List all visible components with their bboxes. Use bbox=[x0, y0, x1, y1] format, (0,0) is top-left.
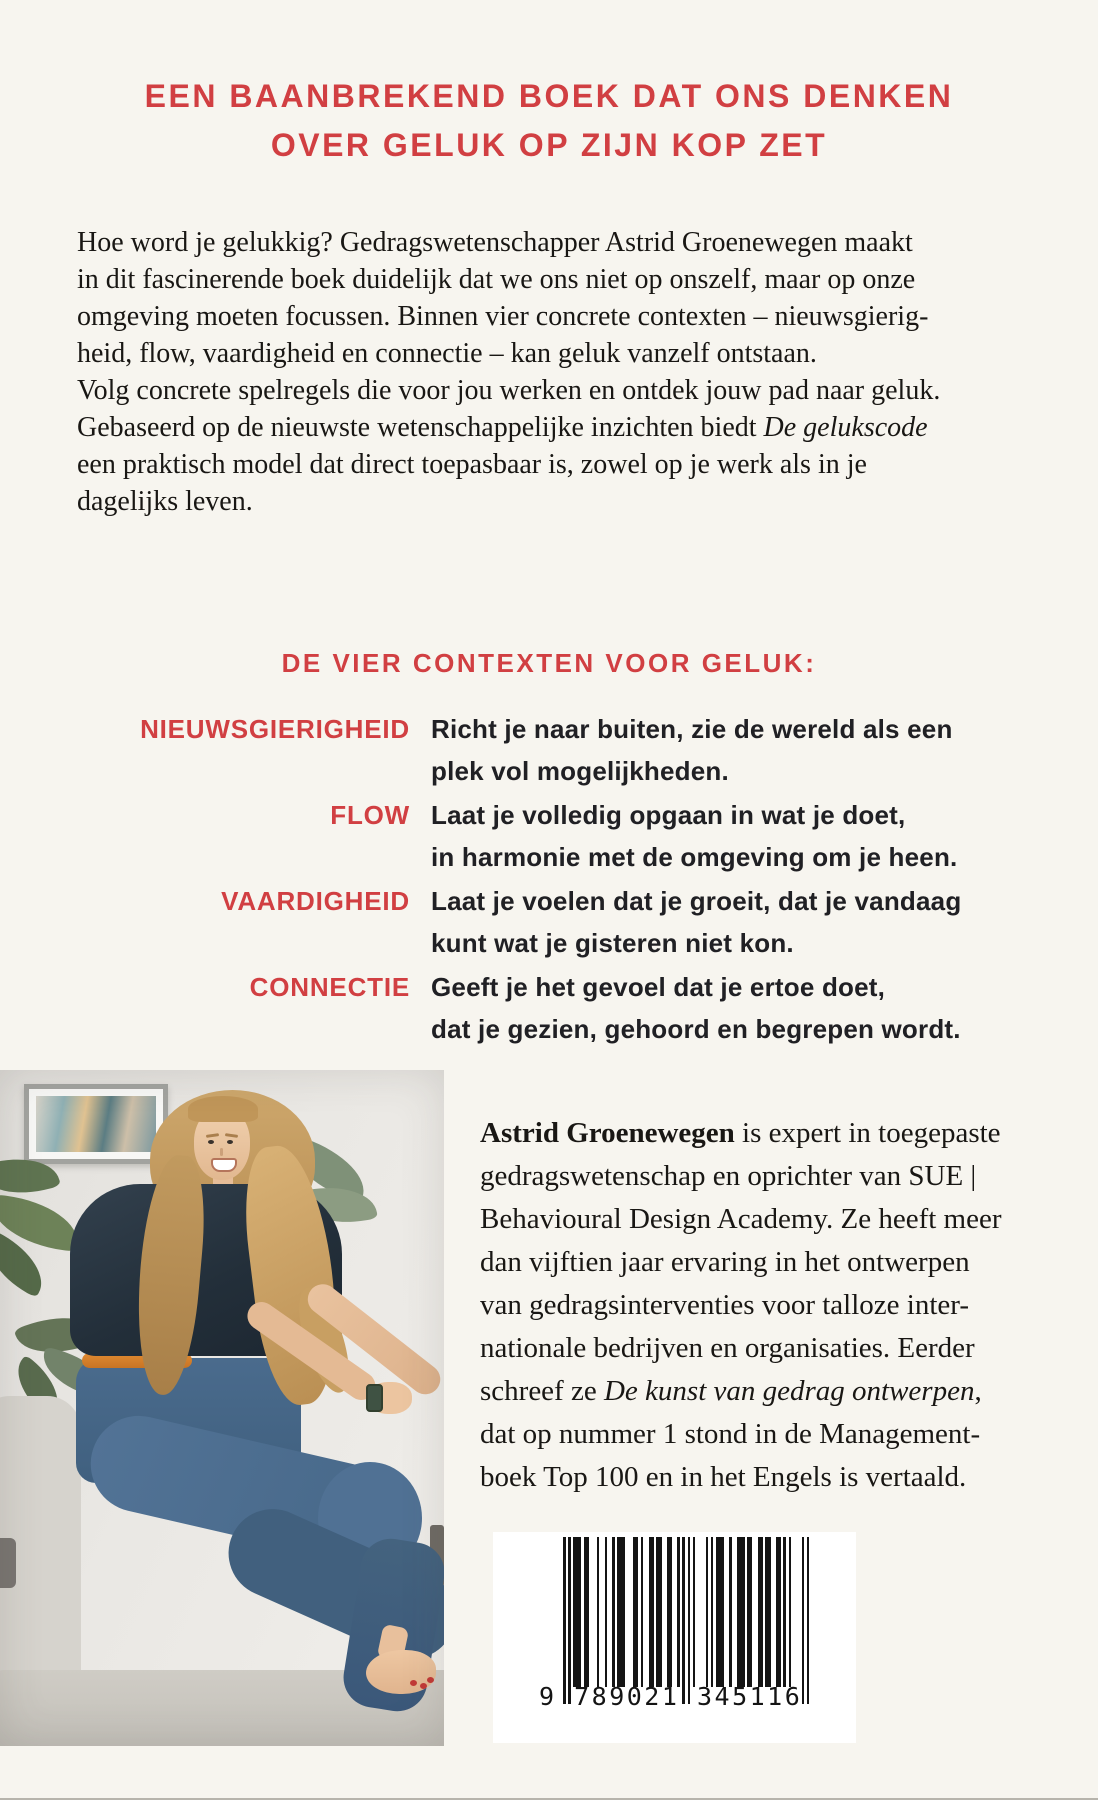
text-segment: schreef ze bbox=[480, 1375, 604, 1407]
paragraph-line: een praktisch model dat direct toepasbaar is, zowel op je werk als in je bbox=[77, 449, 867, 480]
side-object-right bbox=[430, 1525, 444, 1587]
bio-line: boek Top 100 en in het Engels is vertaald. bbox=[480, 1461, 967, 1493]
plant-leaf bbox=[280, 1135, 374, 1204]
author-foot bbox=[366, 1650, 436, 1694]
text-segment: , bbox=[974, 1375, 982, 1407]
author-forearm bbox=[242, 1297, 381, 1406]
plant-leaf bbox=[0, 1194, 83, 1252]
author-name: Astrid Groenewegen bbox=[480, 1117, 735, 1149]
author-hair-fringe bbox=[188, 1096, 258, 1122]
plant-leaf bbox=[267, 1194, 333, 1260]
context-description-line: in harmonie met de omgeving om je heen. bbox=[431, 842, 958, 872]
context-description-line: kunt wat je gisteren niet kon. bbox=[431, 928, 794, 958]
context-description-line: Richt je naar buiten, zie de wereld als een bbox=[431, 714, 953, 744]
bio-line bbox=[480, 1370, 1002, 1413]
couch-seat bbox=[0, 1670, 444, 1746]
bio-line: van gedragsinterventies voor talloze inter- bbox=[480, 1289, 970, 1321]
context-description-line: dat je gezien, gehoord en begrepen wordt. bbox=[431, 1014, 961, 1044]
context-label: NIEUWSGIERIGHEID bbox=[140, 714, 410, 744]
author-shirt bbox=[70, 1184, 342, 1356]
paragraph-line bbox=[77, 409, 940, 446]
bio-line bbox=[480, 1112, 1002, 1155]
author-neck bbox=[213, 1174, 233, 1194]
context-description bbox=[431, 794, 1021, 878]
paragraph-line: omgeving moeten focussen. Binnen vier concrete contexten – nieuwsgierig- bbox=[77, 301, 929, 332]
context-label: VAARDIGHEID bbox=[221, 886, 410, 916]
author-jeans-leg bbox=[339, 1534, 444, 1715]
plant-leaf bbox=[230, 1290, 310, 1358]
couch-armrest bbox=[0, 1396, 81, 1746]
author-hair bbox=[150, 1090, 315, 1230]
author-hair-strand bbox=[236, 1141, 347, 1409]
intro-paragraph bbox=[77, 224, 940, 520]
context-row-vaardigheid bbox=[77, 880, 1021, 964]
author-bio bbox=[480, 1112, 1002, 1499]
barcode-number: 9 789021 345116 bbox=[539, 1682, 803, 1711]
text-segment: Gebaseerd op de nieuwste wetenschappelijke inzichten biedt bbox=[77, 412, 764, 443]
text-segment: is expert in toegepaste bbox=[734, 1117, 1001, 1149]
author-hair-strand bbox=[130, 1153, 211, 1397]
headline bbox=[0, 72, 1098, 170]
author-forearm bbox=[302, 1278, 444, 1400]
context-row-flow bbox=[77, 794, 1021, 878]
orange-belt bbox=[82, 1353, 192, 1368]
barcode bbox=[493, 1532, 856, 1743]
eye bbox=[208, 1140, 214, 1144]
barcode-module bbox=[807, 1537, 810, 1704]
contexts-heading: DE VIER CONTEXTEN VOOR GELUK: bbox=[281, 648, 817, 678]
toenail bbox=[420, 1683, 427, 1689]
paragraph-line: dagelijks leven. bbox=[77, 486, 253, 517]
context-label: FLOW bbox=[330, 800, 410, 830]
barcode-bars bbox=[563, 1537, 809, 1704]
headline-line-1: EEN BAANBREKEND BOEK DAT ONS DENKEN bbox=[144, 78, 954, 114]
author-jeans-knee bbox=[318, 1462, 422, 1574]
author-ankle bbox=[377, 1624, 410, 1663]
paragraph-line: Volg concrete spelregels die voor jou werken en ontdek jouw pad naar geluk. bbox=[77, 375, 941, 406]
toenail bbox=[410, 1680, 417, 1686]
context-description-line: plek vol mogelijkheden. bbox=[431, 756, 729, 786]
author-hair-curl bbox=[289, 1282, 359, 1398]
paragraph-line: Hoe word je gelukkig? Gedragswetenschapper Astrid Groenewegen maakt bbox=[77, 227, 913, 258]
plant-leaf bbox=[0, 1147, 61, 1205]
toenail bbox=[427, 1677, 434, 1683]
author-jeans-thigh bbox=[81, 1406, 405, 1569]
bio-line: Behavioural Design Academy. Ze heeft meer bbox=[480, 1203, 1002, 1235]
smile bbox=[211, 1158, 237, 1172]
context-row-nieuwsgierigheid bbox=[77, 708, 1021, 792]
wall-picture-frame bbox=[24, 1084, 168, 1164]
context-label: CONNECTIE bbox=[249, 972, 410, 1002]
context-description-line: Laat je voelen dat je groeit, dat je vandaag bbox=[431, 886, 962, 916]
author-jeans bbox=[76, 1358, 301, 1483]
context-row-connectie bbox=[77, 966, 1021, 1050]
context-description bbox=[431, 966, 1021, 1050]
eyebrow bbox=[206, 1133, 219, 1138]
eyebrow bbox=[225, 1133, 238, 1138]
plant-leaf bbox=[297, 1179, 378, 1231]
plant-leaf bbox=[4, 1355, 72, 1420]
author-jeans-shin bbox=[214, 1495, 444, 1673]
bio-line: dat op nummer 1 stond in de Management- bbox=[480, 1418, 981, 1450]
nose bbox=[220, 1148, 223, 1156]
author-face bbox=[194, 1108, 250, 1180]
plant-leaf bbox=[14, 1303, 103, 1368]
paragraph-line: in dit fascinerende boek duidelijk dat we ons niet op onszelf, maar op onze bbox=[77, 264, 916, 295]
plant-leaf bbox=[37, 1347, 114, 1400]
wristwatch bbox=[366, 1384, 383, 1412]
author-hands bbox=[368, 1382, 412, 1414]
book-title-italic: De gelukscode bbox=[763, 412, 928, 443]
context-description bbox=[431, 708, 1021, 792]
bio-line: gedragswetenschap en oprichter van SUE | bbox=[480, 1160, 977, 1192]
context-description-line: Geeft je het gevoel dat je ertoe doet, bbox=[431, 972, 886, 1002]
plant-leaf bbox=[0, 1230, 55, 1298]
paragraph-line: heid, flow, vaardigheid en connectie – kan geluk vanzelf ontstaan. bbox=[77, 338, 817, 369]
side-object-left bbox=[0, 1538, 16, 1588]
context-description bbox=[431, 880, 1021, 964]
author-photo bbox=[0, 1070, 444, 1746]
framed-artwork bbox=[36, 1096, 156, 1152]
plant-leaf bbox=[256, 1329, 324, 1381]
eye bbox=[227, 1140, 233, 1144]
context-description-line: Laat je volledig opgaan in wat je doet, bbox=[431, 800, 906, 830]
previous-book-title-italic: De kunst van gedrag ontwerpen bbox=[603, 1375, 975, 1407]
headline-line-2: OVER GELUK OP ZIJN KOP ZET bbox=[270, 127, 828, 163]
bio-line: dan vijftien jaar ervaring in het ontwerpen bbox=[480, 1246, 970, 1278]
contexts-list bbox=[77, 708, 1021, 1052]
bio-line: nationale bedrijven en organisaties. Eerder bbox=[480, 1332, 975, 1364]
